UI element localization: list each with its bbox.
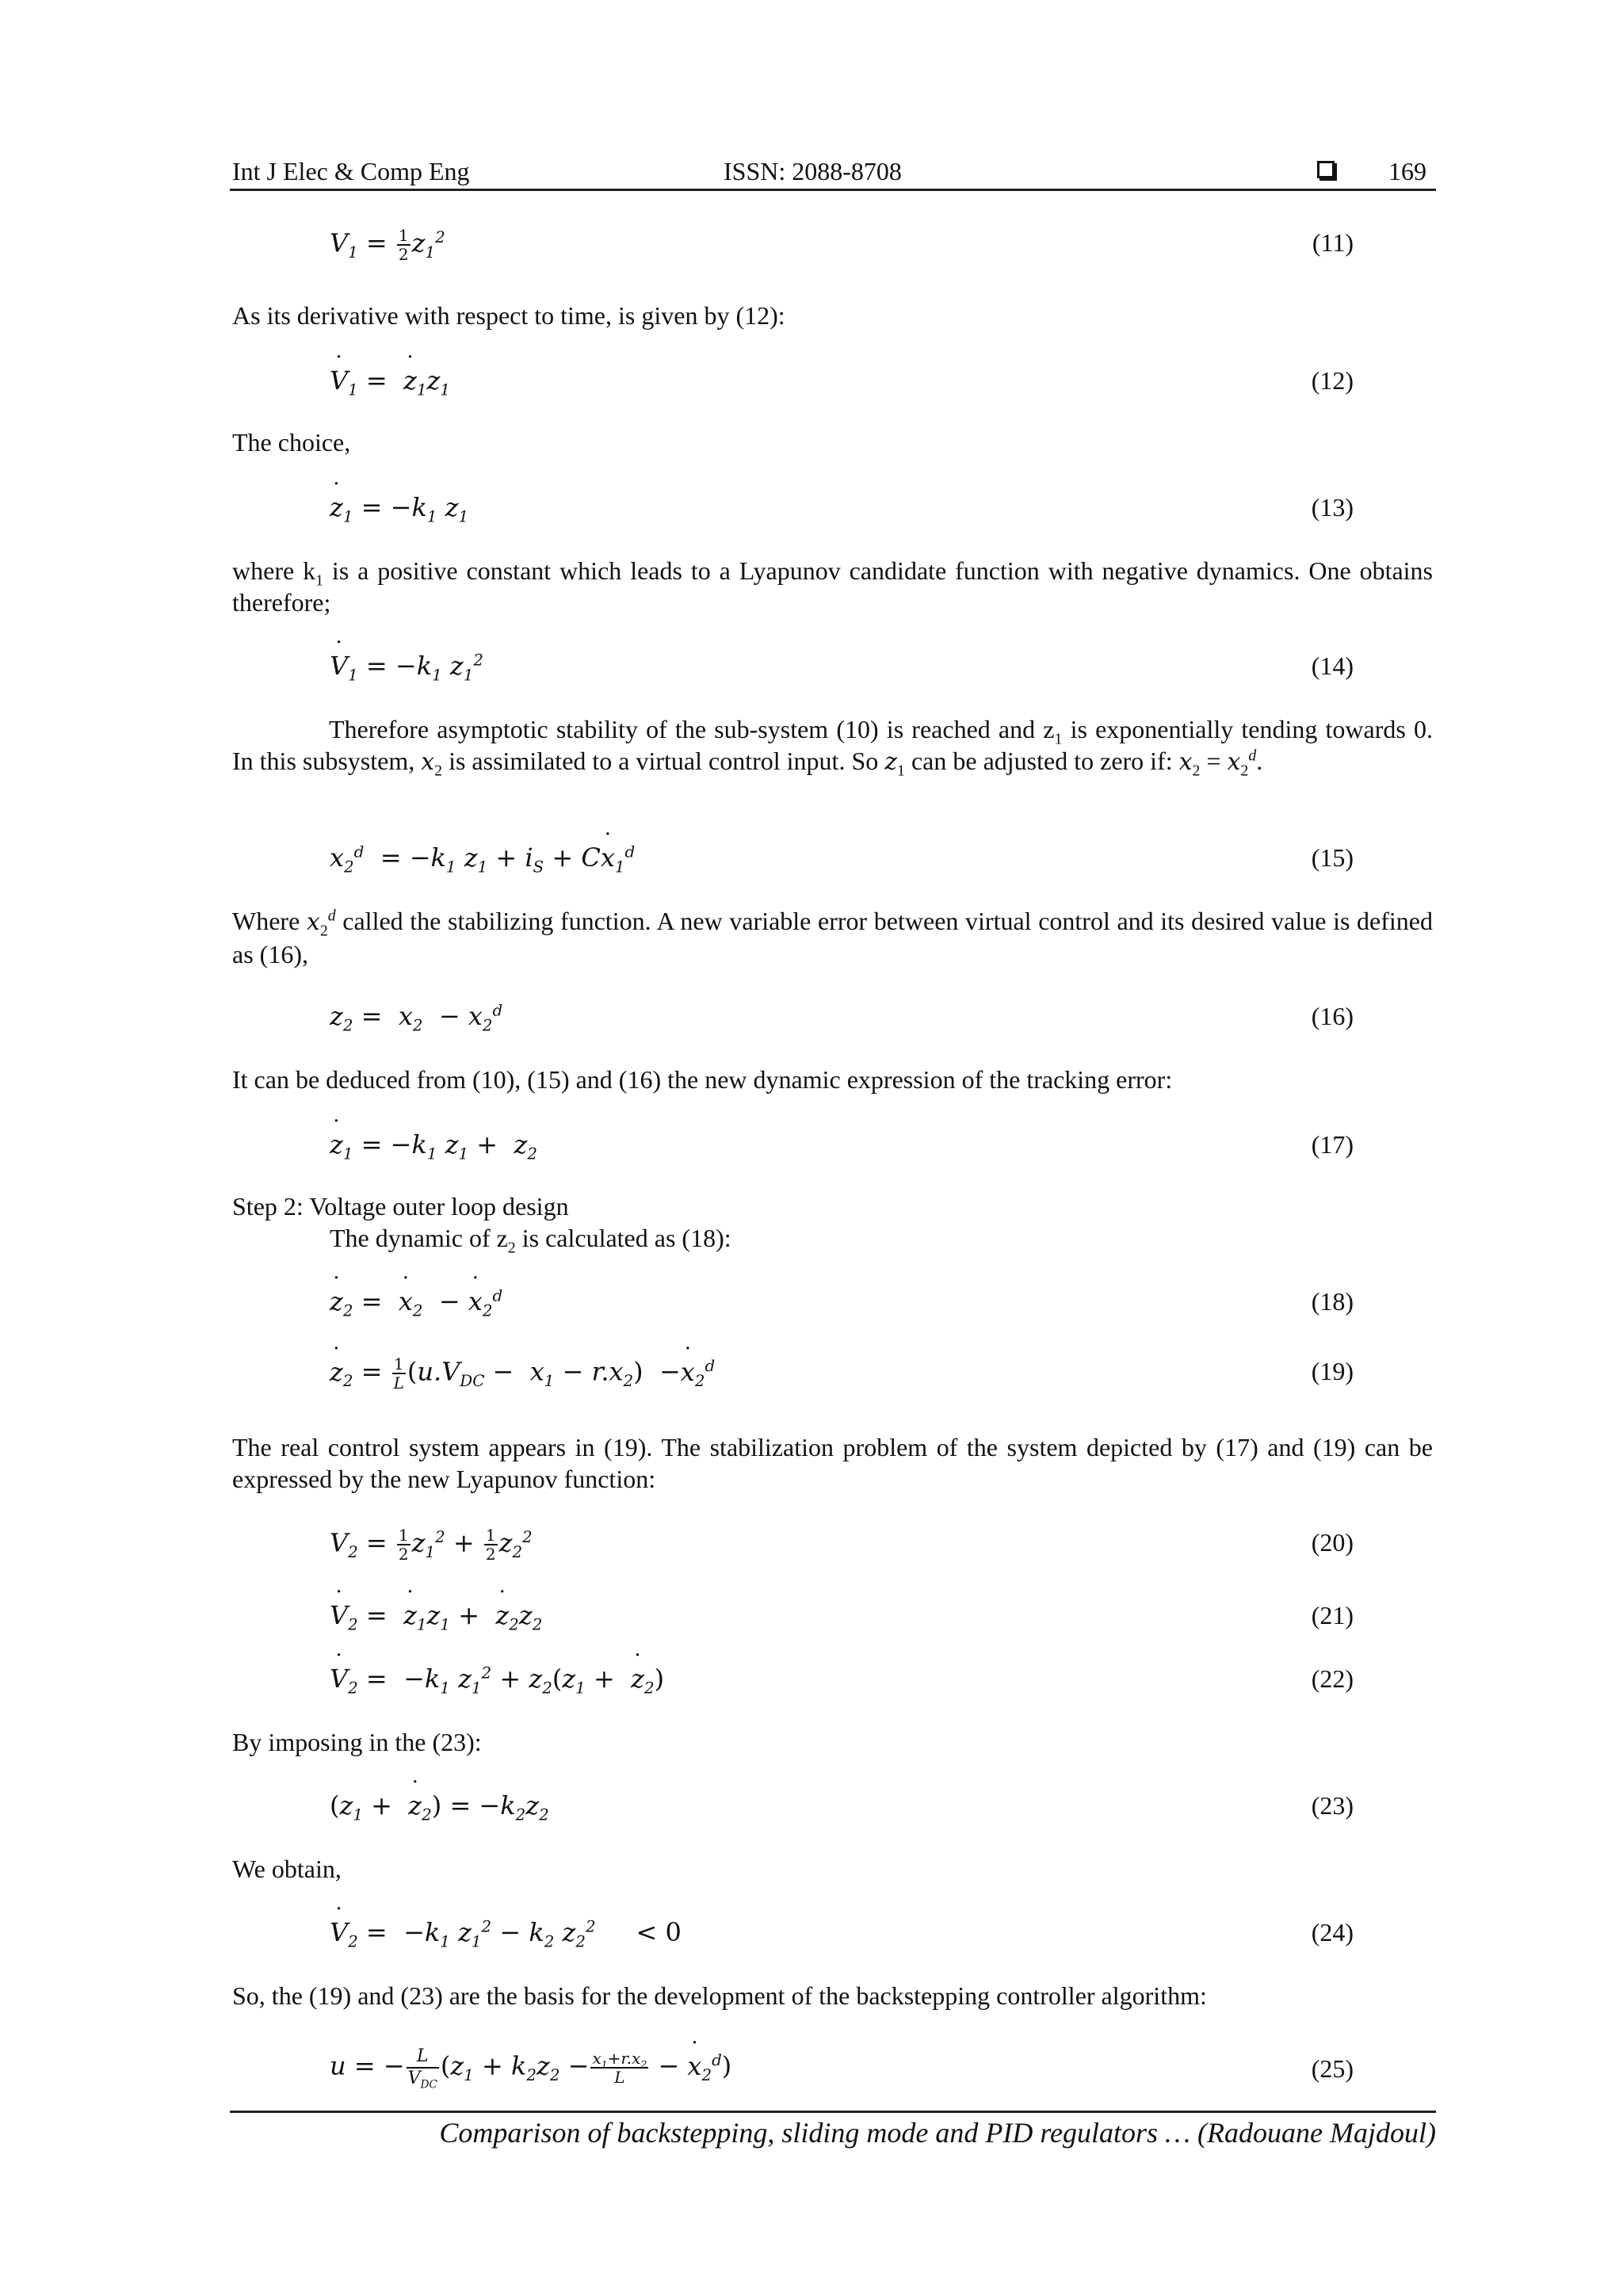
- journal-name: Int J Elec & Comp Eng: [232, 157, 470, 185]
- equation-number-22: (22): [1311, 1664, 1354, 1693]
- equation-number-15: (15): [1311, 843, 1354, 872]
- step-2-heading: Step 2: Voltage outer loop design: [232, 1192, 569, 1221]
- equation-14: ˙ $V_1 = -k_1$ $z_1^2$: [330, 650, 483, 682]
- paragraph-real-control: The real control system appears in (19). The stabilization problem of the system depicted by (17) and (19) can be expressed by the new Lyapunov function:: [232, 1433, 1433, 1493]
- issn-label: ISSN: 2088-8708: [724, 157, 902, 185]
- equation-13: ˙ $z_1 = -k_1$ $z_1$: [330, 491, 468, 523]
- equation-16: $z_2 = x_2 - x_2^d$: [330, 1001, 503, 1035]
- equation-25: u = − $\frac{L}{V_{DC}}$ ($z_1 + k_2z_2$ − $\frac{x_1+r.x_2}{L}$ − ˙ $x_2^d$): [330, 2046, 731, 2089]
- equation-number-12: (12): [1311, 366, 1354, 395]
- equation-number-13: (13): [1311, 493, 1354, 521]
- footer-rule: [230, 2111, 1436, 2113]
- equation-number-18: (18): [1311, 1287, 1354, 1316]
- equation-number-23: (23): [1311, 1791, 1354, 1820]
- paragraph-backstepping-basis: So, the (19) and (23) are the basis for the development of the backstepping controller algorithm:: [232, 1981, 1207, 2010]
- equation-number-20: (20): [1311, 1528, 1354, 1557]
- equation-17: ˙ $z_1 = -k_1$ $z_1 + z_2$: [330, 1129, 537, 1160]
- equation-number-16: (16): [1311, 1002, 1354, 1030]
- header-rule: [230, 189, 1436, 191]
- equation-18: ˙ $z_2$ = ˙ $x_2$ − ˙ $x_2^d$: [330, 1286, 502, 1317]
- equation-19: ˙ $z_2$ = $\frac{1}{L}$ $(u.V_{DC} - x_1 - r.x_2)$ −˙ $x_2^d$: [330, 1355, 715, 1392]
- equation-number-24: (24): [1311, 1918, 1354, 1946]
- equation-20: $V_2$ = $\frac{1}{2}$ $z_1^2$ + $\frac{1}{2}$ $z_2^2$: [330, 1526, 533, 1564]
- page-number: 169: [1388, 157, 1426, 185]
- paragraph-tracking-error: It can be deduced from (10), (15) and (16) the new dynamic expression of the tracking error:: [232, 1065, 1173, 1094]
- equation-12: ˙ $V_1$ = ˙ $z_1z_1$: [330, 365, 450, 396]
- equation-number-14: (14): [1311, 651, 1354, 680]
- equation-24: ˙ $V_2 = -k_1$ $z_1^2 - k_2$ $z_2^2$ < 0: [330, 1916, 682, 1948]
- equation-11: $V_1$ = $\frac{1}{2}$ $z_1^2$: [330, 226, 445, 264]
- equation-number-25: (25): [1311, 2054, 1354, 2083]
- equation-21: ˙ $V_2$ = ˙ $z_1z_1$ + ˙ $z_2z_2$: [330, 1599, 542, 1631]
- square-bullet-icon: [1317, 161, 1335, 178]
- paragraph-asymptotic-stability: Therefore asymptotic stability of the sub-system (10) is reached and $z_1$ is exponentially tending towards 0. In this subsystem, $x_2$ is assimilated to a virtual control input. So $z_1$ can be adjusted to zero if: $x_2 = x_2^d$.: [232, 715, 1434, 780]
- equation-23: ($z_1$ + ˙ $z_2) = -k_2z_2$: [330, 1790, 549, 1821]
- paragraph-positive-constant: where $k_1$ is a positive constant which leads to a Lyapunov candidate function with negative dynamics. One obtains therefore;: [232, 556, 1434, 617]
- paragraph-stabilizing-function: Where $x_2^d$ called the stabilizing function. A new variable error between virtual control and its desired value is defined as (16),: [232, 907, 1434, 968]
- equation-22: ˙ $V_2 = -k_1$ $z_1^2 + z_2(z_1$ + ˙ $z_2$): [330, 1663, 664, 1694]
- equation-number-17: (17): [1311, 1130, 1354, 1159]
- paragraph-dynamic-z2: The dynamic of $z_2$ is calculated as (18):: [330, 1224, 731, 1257]
- equation-15: $x_2^d = -k_1$ $z_1 + i_S$ + C˙ $x_1^d$: [330, 842, 635, 873]
- paragraph-derivative: As its derivative with respect to time, is given by (12):: [232, 301, 785, 330]
- paragraph-choice: The choice,: [232, 428, 351, 457]
- paragraph-we-obtain: We obtain,: [232, 1855, 342, 1883]
- equation-number-19: (19): [1311, 1357, 1354, 1385]
- equation-number-21: (21): [1311, 1601, 1354, 1629]
- paragraph-imposing: By imposing in the (23):: [232, 1728, 482, 1756]
- footer-citation: Comparison of backstepping, sliding mode and PID regulators … (Radouane Majdoul): [439, 2117, 1436, 2149]
- equation-number-11: (11): [1312, 228, 1354, 257]
